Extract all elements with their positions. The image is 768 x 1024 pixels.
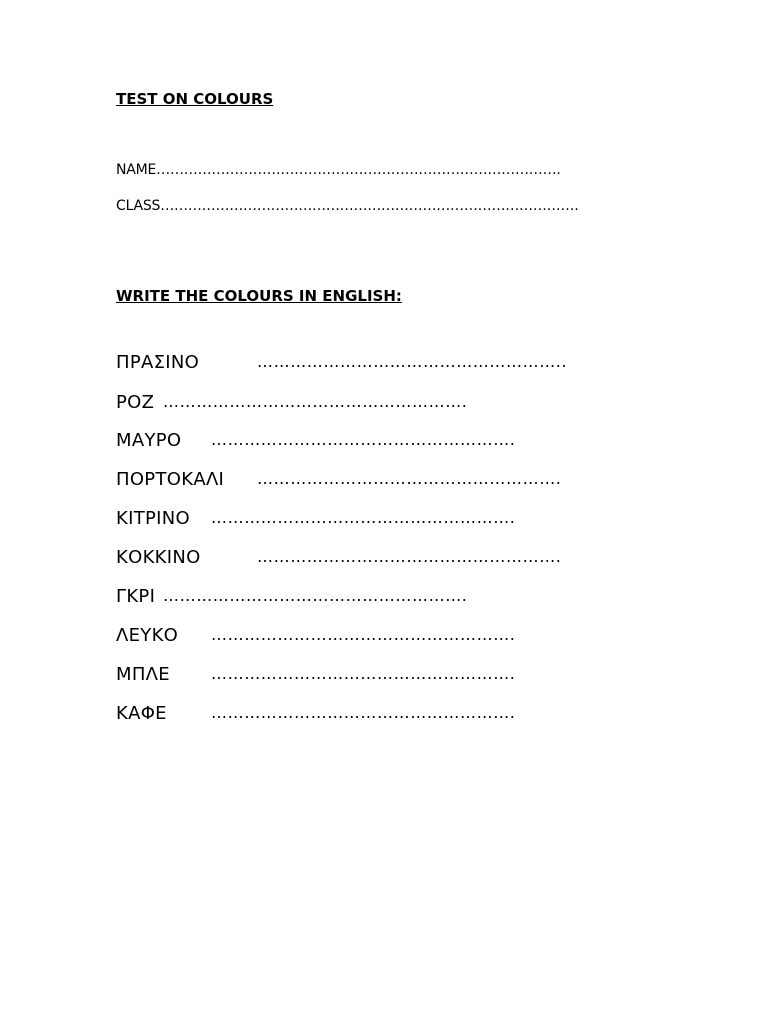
answer-line: ………………………………………………. — [163, 392, 468, 411]
greek-color-word: ΜΑΥΡΟ — [116, 430, 182, 451]
color-row-roz — [116, 392, 676, 418]
greek-color-word: ΠΡΑΣΙΝΟ — [116, 352, 200, 373]
color-row-kitrino — [116, 508, 676, 534]
color-row-mavro — [116, 430, 676, 456]
greek-color-word: ΛΕΥΚΟ — [116, 625, 179, 646]
color-row-kafe — [116, 703, 676, 729]
greek-color-word: ΡΟΖ — [116, 392, 155, 413]
instruction-heading: WRITE THE COLOURS IN ENGLISH: — [116, 287, 402, 305]
greek-color-word: ΚΑΦΕ — [116, 703, 167, 724]
name-field: NAME……………………………………………………………………………. — [116, 162, 561, 178]
answer-line: ………………………………………………. — [211, 508, 516, 527]
color-row-mple — [116, 664, 676, 690]
greek-color-word: ΚΙΤΡΙΝΟ — [116, 508, 191, 529]
class-field: CLASS………………………………………………………………………………. — [116, 198, 579, 214]
color-row-gkri — [116, 586, 676, 612]
answer-line: ………………………………………………. — [211, 430, 516, 449]
color-row-portokali — [116, 469, 676, 495]
worksheet-title: TEST ON COLOURS — [116, 90, 274, 108]
greek-color-word: ΓΚΡΙ — [116, 586, 156, 607]
greek-color-word: ΠΟΡΤΟΚΑΛΙ — [116, 469, 225, 490]
answer-line: ………………………………………………. — [211, 703, 516, 722]
answer-line: ………………………………………………. — [163, 586, 468, 605]
answer-line: ………………………………………………. — [257, 469, 562, 488]
color-row-prasino — [116, 352, 676, 378]
answer-line: ………………………………………………. — [211, 664, 516, 683]
color-row-lefko — [116, 625, 676, 651]
answer-line: ………………………………………………. — [211, 625, 516, 644]
color-row-kokkino — [116, 547, 676, 573]
answer-line: ……………………………………………….. — [257, 352, 568, 371]
answer-line: ………………………………………………. — [257, 547, 562, 566]
greek-color-word: ΜΠΛΕ — [116, 664, 170, 685]
greek-color-word: ΚΟΚΚΙΝΟ — [116, 547, 201, 568]
